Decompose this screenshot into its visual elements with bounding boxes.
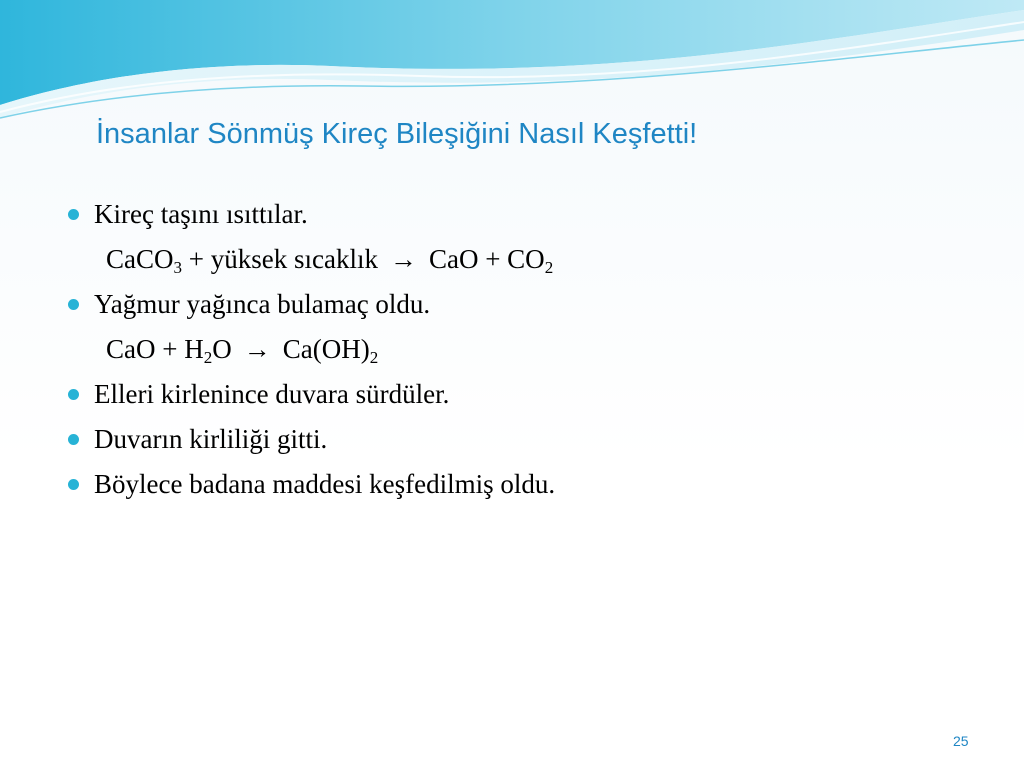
list-item [66,372,966,417]
equation-text: CaO + H [106,334,204,364]
reaction-arrow-icon: → [389,244,417,274]
bullet-list [66,192,966,507]
reaction-arrow-icon: → [243,334,271,364]
subscript: 3 [173,258,182,277]
list-item [66,282,966,327]
list-item-text: Yağmur yağınca bulamaç oldu. [94,289,431,319]
bullet-dot-icon [68,479,79,490]
list-item [66,417,966,462]
chemical-equation [66,237,966,282]
equation-text: Ca(OH) [282,334,370,364]
wave-decoration [0,0,1024,130]
subscript: 2 [369,348,379,367]
subscript: 2 [203,348,213,367]
subscript: 2 [544,258,554,277]
page-number: 25 [953,733,969,749]
bullet-dot-icon [68,209,79,220]
list-item-text: Kireç taşını ısıttılar. [94,199,308,229]
equation-text: CaO + CO [428,244,545,274]
list-item [66,462,966,507]
bullet-dot-icon [68,434,79,445]
list-item-text: Duvarın kirliliği gitti. [94,424,328,454]
bullet-dot-icon [68,389,79,400]
slide-title: İnsanlar Sönmüş Kireç Bileşiğini Nasıl Keşfetti! [96,118,698,150]
equation-text: + yüksek sıcaklık [182,244,378,274]
equation-text: O [212,334,232,364]
list-item-text: Elleri kirlenince duvara sürdüler. [94,379,450,409]
list-item-text: Böylece badana maddesi keşfedilmiş oldu. [94,469,556,499]
chemical-equation [66,327,966,372]
equation-text: CaCO [106,244,174,274]
bullet-dot-icon [68,299,79,310]
list-item [66,192,966,237]
